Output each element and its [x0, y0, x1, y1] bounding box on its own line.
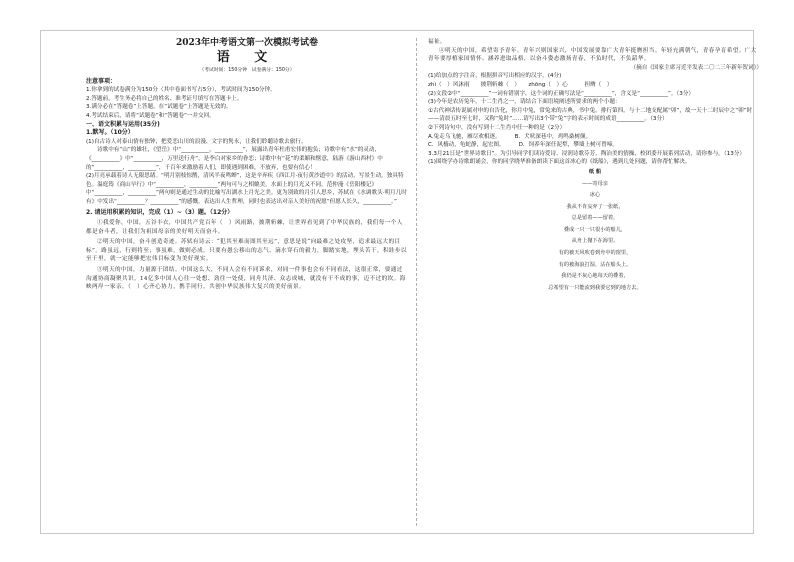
column-divider	[416, 38, 417, 526]
notes-heading: 注意事项：	[86, 77, 117, 85]
sub-question: ②下列诗句中，没有写到十二生肖中任一种的是（2分）	[428, 124, 566, 131]
reading-paragraph: ①我爱你，中国，五谷丰衣，中国共产党百年（ ）风雨路，披荆斩棘，让世界看见到了中华民族的，我们每一个人都是奋斗者，让我们为祖国母亲的美好明天而奋斗。	[86, 220, 403, 235]
note-item: 1.你拿到的试卷满分为150分（其中卷面书写占5分），考试时间为150分钟。	[86, 87, 276, 94]
question-intro: (1)自古诗人对泰山情有独钟，把爱恋山川的浪漫、文字的隽永，让我们聆聽诗歌去旅行。	[86, 138, 307, 145]
poem-title: 纸 船	[588, 168, 602, 175]
subject-title: 语 文	[216, 50, 278, 65]
answer-option: A.兔走乌飞驰，雁尽欢相逐。 B．犬吠深巷中，鸡鸣桑树颠。	[428, 133, 592, 140]
poem-line: 总是留着——留着，	[571, 215, 619, 222]
poem-dedication: ——寄母亲	[582, 180, 608, 187]
right-column	[428, 38, 762, 294]
question-heading: 1.默写。（10分）	[86, 129, 134, 137]
sub-question: (2)文段②中“__________”一词有错别字，这个词的正确写法是“__________”，含义是“__________”。（3分）	[428, 90, 695, 97]
question-body: 诗歌中有“山”的雄壮，《望岳》中“__________，__________”，展露出青年杜甫宏伟的抱负；诗歌中有“水”的灵动，《__________》中“__________，万里送行舟”，是李白对家乡的眷恋；诗歌中有“花”的柔媚和惬意，陆游《游山西村》中的“__________，__________”，千百年来激励着人们，即使遇到困难，不放弃，也要有信心！	[86, 147, 383, 171]
reading-paragraph: ②明天的中国，奋斗创造奇迹。苏轼有诗云：“犯其至难而图其至远”，意思是说“向最难之处攻坚，追求最远大的目标”。路虽远，行则将至；事虽难，做则必成。只要有愚公移山的志气、滴水穿石的毅力，脚踏实地，埋头苦干，积跬步以至千里，就一定能够把宏伟目标变为美好现实。	[86, 239, 407, 263]
sub-question: (1)围绕学办诗歌朗诵会，你的同学晓华准备朗读下面这首冰心的《纸船》，遇到几处问题，请你帮忙解决。	[428, 159, 691, 166]
section-heading: 一、语文积累与运用(35分)	[86, 120, 160, 128]
left-column	[86, 38, 408, 292]
poem-author: 冰心	[589, 192, 601, 199]
poem-line: 从舟上抛下在海里。	[571, 238, 619, 245]
note-item: 4.考试结束后，请将“试题卷”和“答题卷”一并交回。	[86, 112, 215, 119]
poem-line: 我仍是不灰心地每天的叠着，	[561, 273, 629, 280]
question-heading: 3.3月21日是“世界诗歌日”。为引导同学们读诗爱诗、浸润诗歌芬芳，陶冶美的情操，校团委开展系列活动，请你参与。（13分）	[428, 150, 746, 157]
poem	[428, 167, 762, 295]
poem-line: 总希望有一只能流到我要它到的地方去。	[548, 284, 642, 291]
pinyin-items: zhì（ ）风沐雨 披荆斩棘（ ） zhōng（ ）心 担膺（ ）	[428, 81, 613, 88]
question-intro: (2)月亮承载着诗人无限思绪。“明月别枝惊鹊，清风半夜鸣蝉”，这是辛弃疾《西江月·夜行黄沙道中》的活动，写景生动，独具特色。温庭筠《商山早行》中“__________，__________”两句可与之相媲美。水面上的月光又不同，范仲淹《岳阳楼记》中“__________，__________”两句则是通过生动的比喻写出湖水上月光之美。更为别致的月引人思乡，苏轼在《水调歌头·明月几时有》中发出“__________？__________”的感慨，表达出人生哲理，同时也表达出对亲人美好的祝愿“但愿人长久，__________。”	[86, 173, 407, 205]
reading-continuation: 福祉。	[428, 39, 446, 45]
poem-line: 我从不肯妄弃了一张纸，	[566, 203, 624, 210]
sub-question: (1)给加点的字注音，根据拼音写出相应的汉字。(4分)	[428, 73, 562, 80]
exam-info: （考试时间：150分钟 试卷满分：150分）	[199, 68, 295, 73]
question-heading: 2. 请运用积累的知识，完成（1）~（3）题。（12分）	[86, 208, 234, 216]
poem-line: 叠成一只一只很小的船儿，	[563, 226, 627, 233]
note-item: 2.答题前，考生务必将自己的姓名、准考证号填写在答题卡上。	[86, 95, 243, 102]
note-item: 3.满分必在“答题卷”上答题，在“试题卷”上答题是无效的。	[86, 104, 232, 111]
poem-line: 有的被海浪打湿，沾在船头上。	[558, 261, 632, 268]
sub-question: ①古代神话传说属对申的自告化，你月中兔，常兔来的古典，书中兔。排行第四。与十二地支配属“卯”，故一天十二时辰中之“卯”时——清晨五时至七时，又称“兔时”……请写出3个带“兔”字的表示时间的成语__________。（3分）	[428, 107, 753, 123]
sub-question: (3)今年是农历兔年，十二生肖之一，请结合下面语境阐述所要求的两个小题：	[428, 99, 621, 106]
answer-option: C．风樯动，龟蛇静，起宏图。 D．饲养年深任泥犁，攀墙上树可曾啼。	[428, 142, 619, 149]
page-title: 2023年中考语文第一次模拟考试卷	[175, 38, 319, 48]
reading-paragraph: ③明天的中国，力量源于团结。中国这么大，不同人会有不同诉求，对同一件事也会有不同看法，这很正常，要通过沟通协商凝聚共识。14亿多中国人心往一处想、劲往一处使，同舟共济、众志成城，就没有干不成的事，迈不过的坎。海峡两岸一家亲，（ ）心齐心协力，携手同行，共创中华民族伟大复兴的美好前景。	[86, 267, 406, 291]
poem-line: 有的被天风吹卷到舟中的窗里，	[558, 250, 632, 257]
reading-paragraph: ④明天的中国，希望寄予青年。青年兴则国家兴，中国发展要靠广大青年挺膺担当。年轻充满朝气，青春孕育希望。广大青年要厚植家国情怀、涵养进取品格，以奋斗姿态激扬青春，不负时代，不负韶华。	[428, 47, 757, 63]
source-note: （摘自《国家主席习近平发表二〇二三年新年贺词》）	[630, 64, 762, 71]
